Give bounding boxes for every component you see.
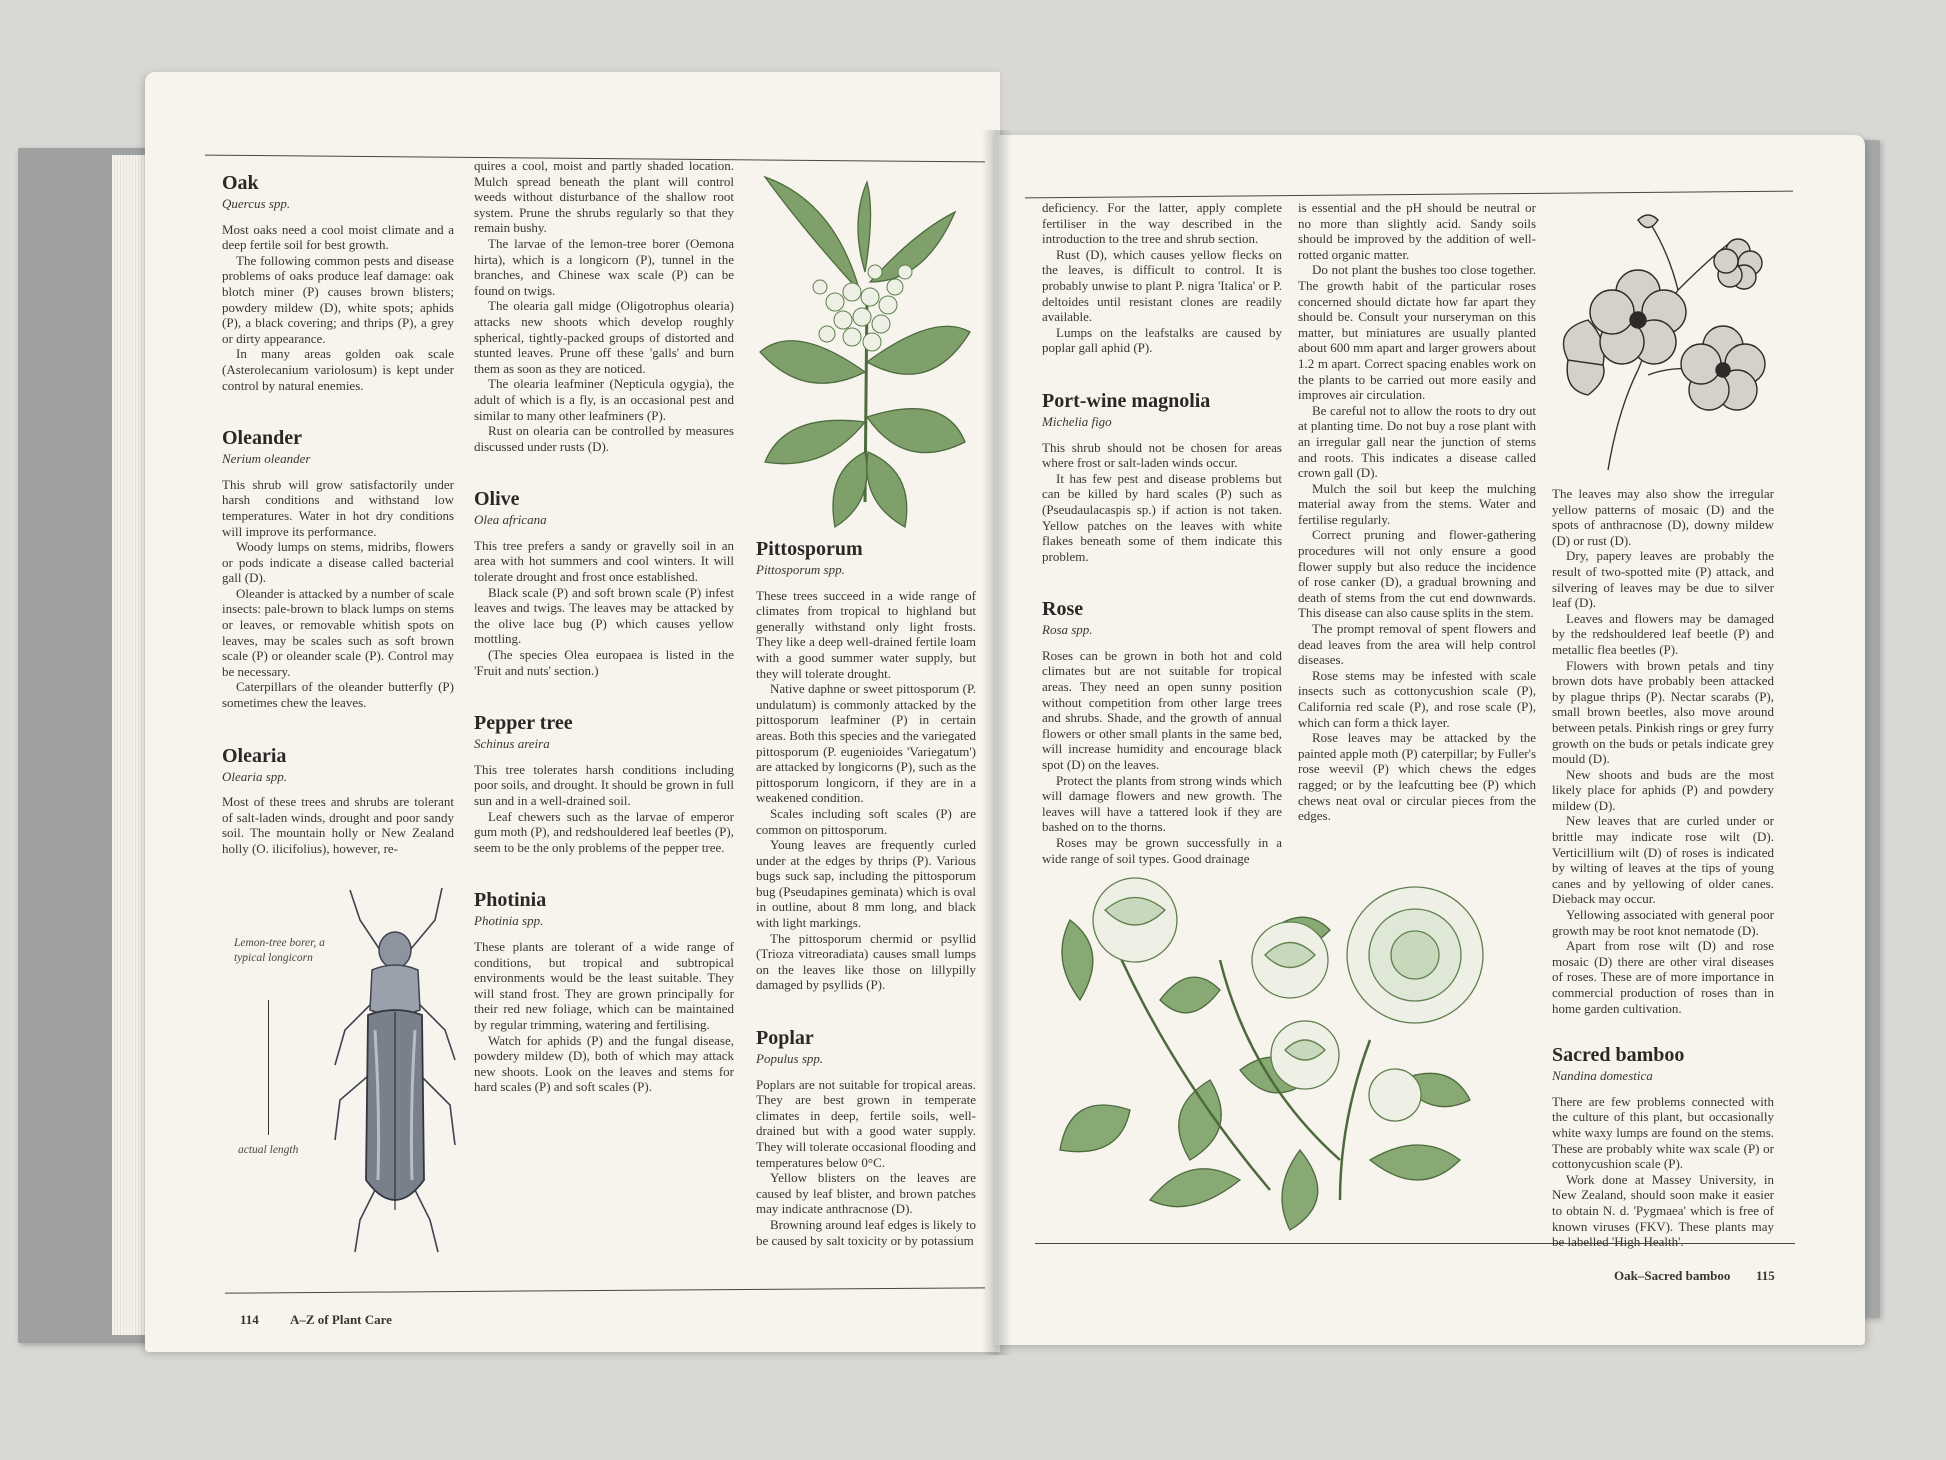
entry-latin-olive: Olea africana xyxy=(474,512,547,528)
body-text: New shoots and buds are the most likely place for aphids (P) and powdery mildew (D). xyxy=(1552,766,1774,813)
entry-latin-photinia: Photinia spp. xyxy=(474,913,544,929)
entry-title-pittosporum: Pittosporum xyxy=(756,538,863,560)
entry-title-sacred-bamboo: Sacred bamboo xyxy=(1552,1044,1685,1067)
body-text: Flowers with brown petals and tiny brown dots have probably been attacked by plague thrips (P). Nectar scarabs (P), small brown beetles, also move around between petals. Pinkish rings or grey furry growth on the buds or petals indicate grey mould (D). xyxy=(1552,657,1774,767)
body-text: Native daphne or sweet pittosporum (P. undulatum) is commonly attacked by the pittosporum leafminer (P) in certain areas. Both this species and the variegated pittosporum (P. eugenioides 'Variegatum') are attacked by longicorns (P), such as the pittosporum longicorn, if they are in a weakened condition. xyxy=(756,681,976,806)
entry-title-port-wine-magnolia: Port-wine magnolia xyxy=(1042,389,1211,412)
body-text: Black scale (P) and soft brown scale (P) infest leaves and twigs. The leaves may be attacked by the olive lace bug (P) which causes yellow mottling. xyxy=(474,584,734,647)
body-text: This shrub will grow satisfactorily under harsh conditions and withstand low temperatures. Water in hot dry conditions will improve its performance. xyxy=(222,476,454,539)
body-text: The pittosporum chermid or psyllid (Trioza vitreoradiata) causes small lumps on the leaves like those on lillypilly damaged by psyllids (P). xyxy=(756,930,976,993)
body-text: is essential and the pH should be neutral or no more than slightly acid. Sandy soils should be improved by the addition of well-rotted organic matter. xyxy=(1298,200,1536,262)
left-running-head: A–Z of Plant Care xyxy=(290,1312,392,1327)
entry-latin-port-wine-magnolia: Michelia figo xyxy=(1042,413,1112,429)
body-text: Most oaks need a cool moist climate and a deep fertile soil for best growth. xyxy=(222,221,454,253)
body-text: Browning around leaf edges is likely to be caused by salt toxicity or by potassium xyxy=(756,1216,976,1248)
body-text: The leaves may also show the irregular yellow patterns of mosaic (D) and the spots of anthracnose (D), downy mildew (D) or rust (D). xyxy=(1552,486,1774,548)
rose-illustration xyxy=(1040,860,1530,1240)
entry-latin-oak: Quercus spp. xyxy=(222,196,291,211)
body-text: (The species Olea europaea is listed in the 'Fruit and nuts' section.) xyxy=(474,647,734,678)
body-text: Protect the plants from strong winds which will damage flowers and new growth. The leaves will have a tattered look if they are bashed on to the thorns. xyxy=(1042,772,1282,835)
body-text: There are few problems connected with the culture of this plant, but occasionally white waxy lumps are found on the stems. These are probably white wax scale (P) or cottonycushion scale (P). xyxy=(1552,1093,1774,1172)
left-column-2 xyxy=(474,158,734,1095)
entry-title-poplar: Poplar xyxy=(756,1027,814,1050)
beetle-illustration xyxy=(320,880,470,1255)
body-text: It has few pest and disease problems but can be killed by hard scales (P) such as (Pseudaulacaspis sp.) if action is not taken. Yellow patches on the leaves with white flakes beneath some of them indicate this problem. xyxy=(1042,470,1282,564)
entry-latin-rose: Rosa spp. xyxy=(1042,622,1093,638)
body-text: Rose leaves may be attacked by the painted apple moth (P) caterpillar; by Fuller's rose weevil (P) which chews the edges ragged; or by the leafcutting bee (P) which chews neat oval or circular pieces from the edges. xyxy=(1298,730,1536,824)
body-text: Most of these trees and shrubs are tolerant of salt-laden winds, drought and poor sandy soil. The mountain holly or New Zealand holly (O. ilicifolius), however, re- xyxy=(222,794,454,856)
entry-latin-poplar: Populus spp. xyxy=(756,1051,824,1067)
right-running-head: Oak–Sacred bamboo xyxy=(1614,1268,1731,1283)
body-text: Leaf chewers such as the larvae of emperor gum moth (P), and redshouldered leaf beetles (P), seem to be the only problems of the pepper tree. xyxy=(474,808,734,855)
right-column-2 xyxy=(1298,200,1536,824)
book-gutter xyxy=(982,130,1012,1355)
body-text: Lumps on the leafstalks are caused by poplar gall aphid (P). xyxy=(1042,324,1282,356)
body-text: Dry, papery leaves are probably the result of two-spotted mite (P) attack, and silvering of leaves may be due to silver leaf (D). xyxy=(1552,548,1774,611)
entry-title-olearia: Olearia xyxy=(222,744,287,767)
entry-title-olive: Olive xyxy=(474,488,520,511)
body-text: These trees succeed in a wide range of climates from tropical to highland but generally withstand only light frosts. They like a deep well-drained fertile loam with a good summer water supply, but they will tolerate drought. xyxy=(756,587,976,681)
body-text: Rust on olearia can be controlled by measures discussed under rusts (D). xyxy=(474,423,734,454)
left-page-number: 114 xyxy=(240,1312,259,1327)
body-text: Yellowing associated with general poor growth may be root knot nematode (D). xyxy=(1552,907,1774,938)
entry-title-pepper-tree: Pepper tree xyxy=(474,712,573,735)
actual-length-bar xyxy=(268,1000,269,1135)
body-text: New leaves that are curled under or brittle may indicate rose wilt (D). Verticillium wilt (D) of roses is indicated by wilting of leaves at the tips of young canes and by yellowing of older canes. Dieback may occur. xyxy=(1552,813,1774,907)
right-column-3 xyxy=(1552,486,1774,1250)
entry-title-photinia: Photinia xyxy=(474,889,547,912)
left-column-3 xyxy=(756,538,976,1248)
body-text: Scales including soft scales (P) are common on pittosporum. xyxy=(756,805,976,837)
beetle-length-caption: actual length xyxy=(238,1144,299,1156)
right-column-1 xyxy=(1042,200,1282,866)
pittosporum-illustration xyxy=(755,172,975,532)
body-text: Do not plant the bushes too close together. The growth habit of the particular roses concerned should dictate how far apart they should be. Consult your nurseryman on this matter, but miniatures are usually planted about 600 mm apart and larger growers about 1.2 m apart. Correct spacing enables work on the plants to be carried out more easily and improves air circulation. xyxy=(1298,262,1536,403)
body-text: Rust (D), which causes yellow flecks on the leaves, is difficult to control. It is probably unwise to plant P. nigra 'Italica' or P. deltoides until resistant clones are readily available. xyxy=(1042,246,1282,325)
body-text: The following common pests and disease problems of oaks produce leaf damage: oak blotch miner (P) causes brown blisters; powdery mildew (D), white spots; aphids (P), a black covering; and thrips (P), a grey or dirty appearance. xyxy=(222,252,454,346)
body-text: Roses may be grown successfully in a wide range of soil types. Good drainage xyxy=(1042,835,1282,866)
body-text: The larvae of the lemon-tree borer (Oemona hirta), which is a longicorn (P), tunnel in the branches, and Chinese wax scale (P) can be found on twigs. xyxy=(474,235,734,298)
body-text: Oleander is attacked by a number of scale insects: pale-brown to black lumps on stems or leaves, or removable whitish spots on leaves, may be scales such as soft brown scale (P) or oleander scale (P). Control may be necessary. xyxy=(222,585,454,679)
body-text: Apart from rose wilt (D) and rose mosaic (D) there are other viral diseases of roses. These are of more importance in commercial production of roses than in home garden cultivation. xyxy=(1552,938,1774,1016)
body-text: quires a cool, moist and partly shaded location. Mulch spread beneath the plant will control weeds without disturbance of the shallow root system. Prune the shrubs regularly so that they remain bushy. xyxy=(474,158,734,236)
body-text: Young leaves are frequently curled under at the edges by thrips (P). Various bugs suck sap, including the pittosporum bug (Pseudapines geminata) which is oval in outline, about 8 mm long, and black with light markings. xyxy=(756,837,976,931)
entry-latin-sacred-bamboo: Nandina domestica xyxy=(1552,1068,1653,1084)
body-text: This shrub should not be chosen for areas where frost or salt-laden winds occur. xyxy=(1042,439,1282,471)
body-text: deficiency. For the latter, apply complete fertiliser in the way described in the introduction to the tree and shrub section. xyxy=(1042,200,1282,247)
entry-latin-pittosporum: Pittosporum spp. xyxy=(756,562,845,577)
body-text: In many areas golden oak scale (Asterolecanium variolosum) is kept under control by natural enemies. xyxy=(222,346,454,393)
right-page-number: 115 xyxy=(1756,1268,1775,1283)
body-text: This tree prefers a sandy or gravelly soil in an area with hot summers and cool winters. It will tolerate drought and frost once established. xyxy=(474,537,734,585)
body-text: The olearia leafminer (Nepticula ogygia), the adult of which is a fly, is an occasional pest and similar to many other leafminers (P). xyxy=(474,376,734,423)
entry-title-oleander: Oleander xyxy=(222,427,302,450)
body-text: Caterpillars of the oleander butterfly (P) sometimes chew the leaves. xyxy=(222,679,454,711)
violet-illustration xyxy=(1548,210,1778,480)
left-column-1 xyxy=(222,172,454,857)
body-text: This tree tolerates harsh conditions including poor soils, and drought. It should be grown in full sun and in a well-drained soil. xyxy=(474,761,734,808)
body-text: Roses can be grown in both hot and cold climates but are not suitable for tropical areas. They need an open sunny position without competition from other large trees and shrubs. Shade, and the growth of annual flowers or other small plants in the same bed, will increase humidity and encourage black spot (D) on the leaves. xyxy=(1042,647,1282,773)
body-text: Work done at Massey University, in New Zealand, should soon make it easier to obtain N. d. 'Pygmaea' which is free of known viruses (FKV). These plants may be labelled 'High Health'. xyxy=(1552,1171,1774,1250)
beetle-caption: Lemon-tree borer, a typical longicorn xyxy=(234,937,325,964)
body-text: Yellow blisters on the leaves are caused by leaf blister, and brown patches may indicate anthracnose (D). xyxy=(756,1170,976,1217)
body-text: These plants are tolerant of a wide range of conditions, but tropical and subtropical environments would be the least suitable. They will stand frost. They are grown principally for their red new foliage, which can be maintained by regular trimming, watering and fertilising. xyxy=(474,938,734,1032)
body-text: Correct pruning and flower-gathering procedures will not only ensure a good flower supply but also reduce the incidence of rose canker (D), a gradual browning and death of stems from the cut end downwards. This disease can also cause splits in the stem. xyxy=(1298,527,1536,621)
body-text: Leaves and flowers may be damaged by the redshouldered leaf beetle (P) and metallic flea beetles (P). xyxy=(1552,610,1774,657)
body-text: Rose stems may be infested with scale insects such as cottonycushion scale (P), California red scale (P), and rose scale (P), which can form a thick layer. xyxy=(1298,667,1536,730)
entry-latin-pepper-tree: Schinus areira xyxy=(474,736,550,752)
body-text: Mulch the soil but keep the mulching material away from the stems. Water and fertilise regularly. xyxy=(1298,480,1536,527)
body-text: Poplars are not suitable for tropical areas. They are best grown in temperate climates in deep, fertile soils, well-drained but with a good water supply. They will tolerate occasional flooding and temperatures below 0°C. xyxy=(756,1076,976,1170)
body-text: Woody lumps on stems, midribs, flowers or pods indicate a disease called bacterial gall (D). xyxy=(222,539,454,586)
body-text: The prompt removal of spent flowers and dead leaves from the area will help control diseases. xyxy=(1298,621,1536,668)
body-text: The olearia gall midge (Oligotrophus olearia) attacks new shoots which develop roughly spherical, tightly-packed groups of distorted and stunted leaves. Prune off these 'galls' and burn them as soon as they are noticed. xyxy=(474,298,734,376)
entry-title-rose: Rose xyxy=(1042,598,1084,621)
body-text: Watch for aphids (P) and the fungal disease, powdery mildew (D), both of which may attack new shoots. Look on the leaves and stems for hard scales (P) and soft scales (P). xyxy=(474,1032,734,1095)
entry-title-oak: Oak xyxy=(222,172,259,194)
entry-latin-olearia: Olearia spp. xyxy=(222,768,287,784)
entry-latin-oleander: Nerium oleander xyxy=(222,451,311,467)
body-text: Be careful not to allow the roots to dry out at planting time. Do not buy a rose plant with an irregular gall near the junction of stems and roots. This indicates a disease called crown gall (D). xyxy=(1298,402,1536,481)
